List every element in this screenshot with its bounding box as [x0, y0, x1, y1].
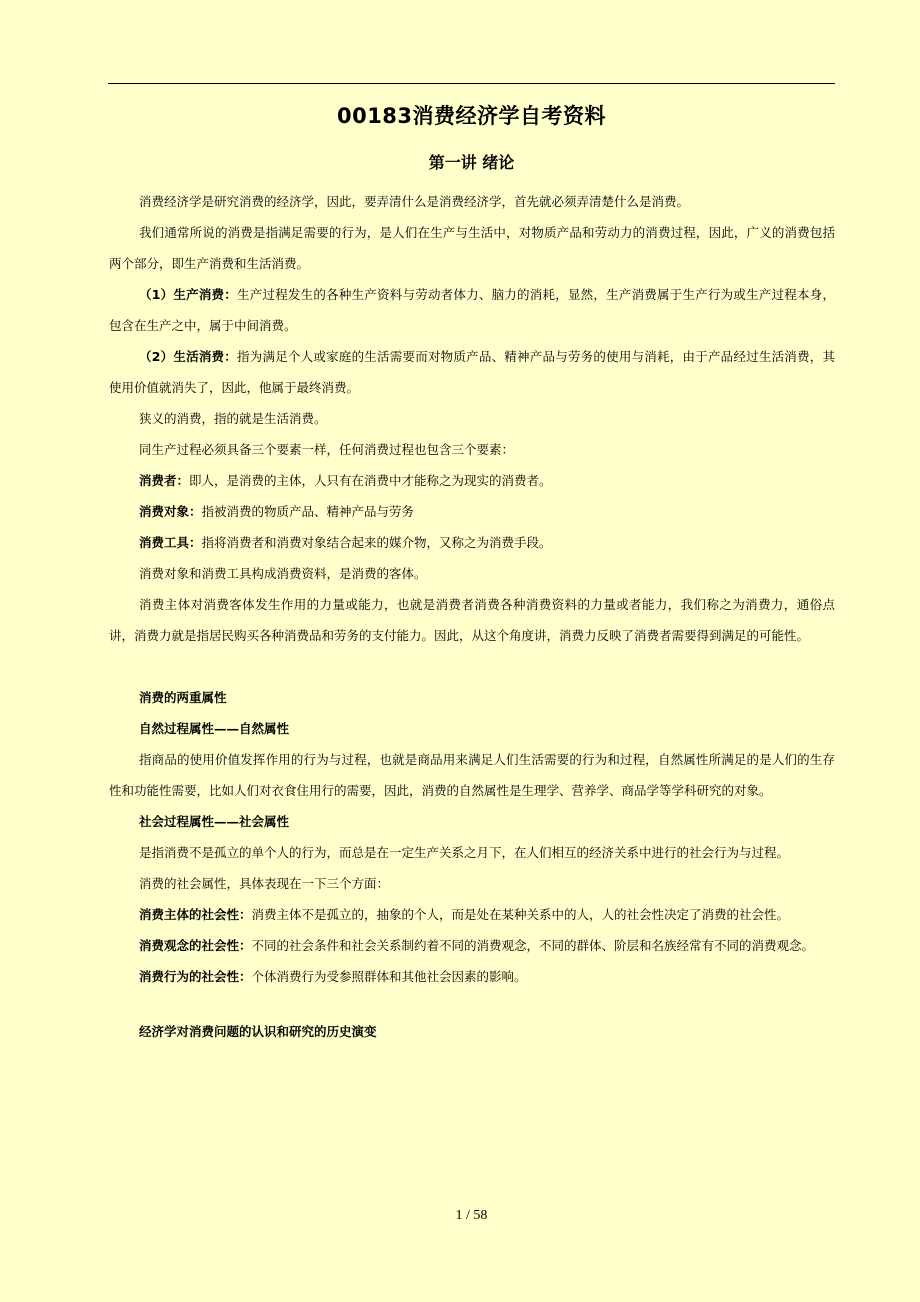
paragraph: 是指消费不是孤立的单个人的行为，而总是在一定生产关系之月下，在人们相互的经济关系中进行的社会行为与过程。 — [139, 845, 790, 860]
paragraph: 消费主体的社会性：消费主体不是孤立的，抽象的个人，而是处在某种关系中的人，人的社会性决定了消费的社会性。 — [139, 907, 790, 922]
paragraph-lead: 消费观念的社会性： — [139, 938, 252, 953]
paragraph-lead: 消费主体的社会性： — [139, 907, 252, 922]
paragraph: 我们通常所说的消费是指满足需要的行为，是人们在生产与生活中，对物质产品和劳动力的消费过程，因此，广义的消费包括两个部分，即生产消费和生活消费。 — [109, 225, 835, 271]
paragraph: 消费的社会属性，具体表现在一下三个方面： — [139, 876, 390, 891]
paragraph: 同生产过程必须具备三个要素一样，任何消费过程也包含三个要素： — [139, 442, 515, 457]
paragraph: （1）生产消费：生产过程发生的各种生产资料与劳动者体力、脑力的消耗，显然，生产消费属于生产行为或生产过程本身，包含在生产之中，属于中间消费。 — [109, 287, 835, 333]
page-number: 1 / 58 — [455, 1208, 488, 1223]
paragraph: 指商品的使用价值发挥作用的行为与过程，也就是商品用来满足人们生活需要的行为和过程，自然属性所满足的是人们的生存性和功能性需要，比如人们对衣食住用行的需要，因此，消费的自然属性是生理学、营养学、商品学等学科研究的对象。 — [109, 752, 835, 798]
document-title: 00183消费经济学自考资料 — [336, 104, 607, 128]
paragraph: 消费观念的社会性：不同的社会条件和社会关系制约着不同的消费观念，不同的群体、阶层和名族经常有不同的消费观念。 — [139, 938, 815, 953]
section-heading: 消费的两重属性 — [139, 690, 227, 705]
paragraph: 消费经济学是研究消费的经济学，因此，要弄清什么是消费经济学，首先就必须弄清楚什么是消费。 — [139, 194, 690, 209]
paragraph: （2）生活消费：指为满足个人或家庭的生活需要而对物质产品、精神产品与劳务的使用与消耗，由于产品经过生活消费，其使用价值就消失了，因此，他属于最终消费。 — [109, 349, 835, 395]
lecture-title: 第一讲 绪论 — [428, 153, 515, 172]
paragraph-lead: （1）生产消费： — [139, 287, 238, 302]
paragraph: 消费者：即人，是消费的主体，人只有在消费中才能称之为现实的消费者。 — [139, 473, 552, 488]
paragraph: 消费主体对消费客体发生作用的力量或能力，也就是消费者消费各种消费资料的力量或者能力，我们称之为消费力，通俗点讲，消费力就是指居民购买各种消费品和劳务的支付能力。因此，从这个角度讲，消费力反映了消费者需要得到满足的可能性。 — [109, 597, 835, 643]
header-rule — [108, 83, 835, 84]
paragraph-lead: 消费对象： — [139, 504, 202, 519]
paragraph: 消费行为的社会性：个体消费行为受参照群体和其他社会因素的影响。 — [139, 969, 527, 984]
paragraph-lead: （2）生活消费： — [139, 349, 238, 364]
paragraph: 消费工具：指将消费者和消费对象结合起来的媒介物，又称之为消费手段。 — [139, 535, 552, 550]
paragraph: 消费对象：指被消费的物质产品、精神产品与劳务 — [139, 504, 415, 519]
subsection-heading: 自然过程属性——自然属性 — [139, 721, 290, 736]
subsection-heading: 社会过程属性——社会属性 — [139, 814, 290, 829]
paragraph: 消费对象和消费工具构成消费资料，是消费的客体。 — [139, 566, 427, 581]
paragraph-lead: 消费行为的社会性： — [139, 969, 252, 984]
paragraph-lead: 消费工具： — [139, 535, 202, 550]
section-heading: 经济学对消费问题的认识和研究的历史演变 — [139, 1024, 377, 1039]
paragraph: 狭义的消费，指的就是生活消费。 — [139, 411, 327, 426]
paragraph-lead: 消费者： — [139, 473, 190, 488]
document-body — [109, 186, 835, 1047]
